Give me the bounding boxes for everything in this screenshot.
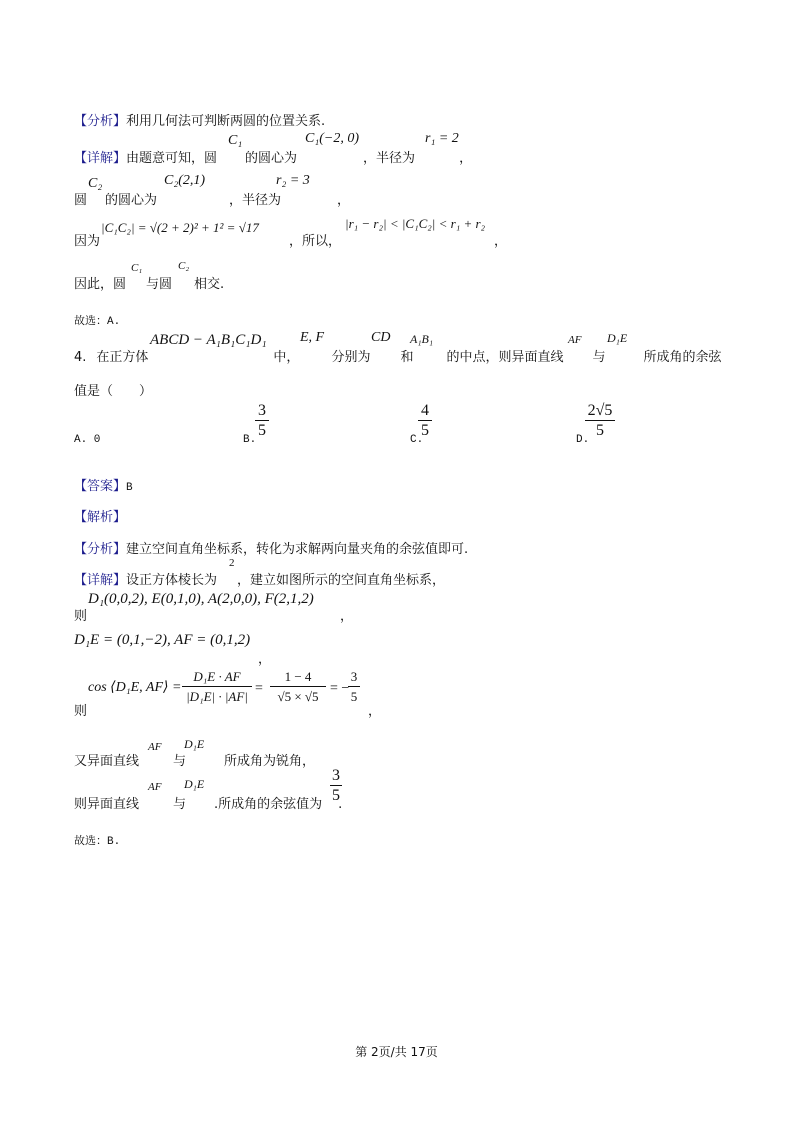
text: ， (459, 151, 473, 166)
math-distance: |C₁C₂| = √(2 + 2)² + 1² = √17 (101, 220, 259, 235)
question-4-line (74, 350, 722, 366)
text: 则异面直线 (74, 797, 140, 812)
math-r1: r₁ = 2 (425, 131, 459, 146)
text: 所成角为锐角， (224, 754, 316, 769)
text: ， (337, 193, 351, 208)
text: 圆 (74, 193, 88, 208)
text: ， (368, 704, 382, 719)
math-C2: C₂ (88, 176, 103, 191)
math-cube: ABCD − A₁B₁C₁D₁ (150, 332, 267, 348)
analysis-tag: 【分析】 (74, 114, 127, 129)
choice-line: 故选：B. (74, 836, 121, 848)
text: 因为 (74, 234, 101, 249)
denominator: 5 (596, 422, 604, 439)
text: 设正方体棱长为 (126, 573, 218, 588)
page-footer: 第 2页/共 17页 (355, 1045, 438, 1059)
text: 又异面直线 (74, 754, 140, 769)
detail-line-1 (74, 151, 472, 167)
text: 由题意可知，圆 (126, 151, 218, 166)
math-edge-length: 2 (229, 557, 235, 569)
numerator: 4 (421, 402, 429, 419)
detail-tag: 【详解】 (74, 151, 127, 166)
answer-tag: 【答案】 (74, 479, 127, 494)
math-CD: CD (371, 330, 391, 345)
text: .所成角的余弦值为 (214, 797, 323, 812)
math-D1E: D₁E (184, 737, 205, 751)
detail-line-5 (74, 573, 445, 589)
denominator: 5 (332, 787, 340, 804)
text: 则 (74, 704, 88, 719)
option-c-fraction (418, 402, 432, 439)
option-a[interactable]: A. 0 (74, 434, 101, 446)
equals-sign: = − (330, 681, 350, 696)
math-cos-lhs: cos ⟨D₁E, AF⟩ = (88, 680, 182, 695)
text: 与 (173, 797, 187, 812)
equals-sign: = (255, 681, 263, 696)
math-inequality: |r₁ − r₂| < |C₁C₂| < r₁ + r₂ (345, 216, 486, 231)
text: 所成角的余弦 (643, 350, 722, 365)
math-AF: AF (148, 741, 162, 753)
detail-tag: 【详解】 (74, 573, 127, 588)
math-points: D₁(0,0,2), E(0,1,0), A(2,0,0), F(2,1,2) (88, 591, 314, 607)
question-number: 4. (74, 350, 87, 365)
math-D1E: D₁E (607, 331, 628, 345)
text: 和 (400, 350, 414, 365)
denominator: √5 × √5 (277, 689, 319, 704)
text: 则 (74, 609, 88, 624)
analysis-text: 利用几何法可判断两圆的位置关系. (126, 114, 326, 129)
option-b-label[interactable]: B. (243, 434, 257, 446)
text: 因此，圆 (74, 277, 127, 292)
text: ， (340, 609, 354, 624)
numerator: 3 (332, 767, 340, 784)
math-C1-center: C₁(−2, 0) (305, 131, 359, 146)
denominator: 5 (350, 689, 358, 704)
text: 的圆心为 (105, 193, 158, 208)
math-cos-result (348, 668, 360, 705)
numerator: 3 (258, 402, 266, 419)
option-b-fraction (255, 402, 269, 439)
text: ，建立如图所示的空间直角坐标系， (237, 573, 446, 588)
explanation-tag: 【解析】 (74, 510, 127, 525)
text: 相交. (194, 277, 225, 292)
text: ，半径为 (229, 193, 282, 208)
numerator: D₁E · AF (193, 669, 241, 684)
text: ， (258, 652, 272, 667)
detail-line-2 (74, 193, 350, 209)
numerator: 1 − 4 (284, 669, 312, 684)
option-d-label[interactable]: D. (576, 434, 590, 446)
text: ，半径为 (363, 151, 416, 166)
text: 的圆心为 (245, 151, 298, 166)
math-AF: AF (568, 334, 582, 346)
math-r2: r₂ = 3 (276, 173, 310, 188)
math-D1E: D₁E (184, 777, 205, 791)
math-C1: C₁ (228, 133, 243, 148)
analysis-tag: 【分析】 (74, 542, 127, 557)
detail-line-4 (74, 277, 224, 293)
option-d-fraction (585, 402, 615, 439)
detail-line-3 (74, 234, 100, 250)
math-A1B1: A₁B₁ (410, 332, 434, 346)
text: 与圆 (146, 277, 173, 292)
result-line (74, 797, 342, 813)
text: 与 (173, 754, 187, 769)
text: 在正方体 (96, 350, 149, 365)
option-c-label[interactable]: C. (410, 434, 424, 446)
numerator: 2√5 (587, 402, 613, 419)
math-C2-center: C₂(2,1) (164, 173, 206, 188)
analysis-line-2 (74, 542, 468, 558)
answer-line (74, 479, 133, 496)
math-cos-fraction-2 (270, 668, 326, 705)
text: 的中点，则异面直线 (446, 350, 564, 365)
denominator: 5 (421, 422, 429, 439)
math-C2: C₂ (178, 260, 190, 272)
denominator: 5 (258, 422, 266, 439)
question-4-line-2: 值是（ ） (74, 384, 153, 399)
analysis-text: 建立空间直角坐标系，转化为求解两向量夹角的余弦值即可. (126, 542, 469, 557)
text: 中， (273, 350, 300, 365)
math-vectors: D₁E = (0,1,−2), AF = (0,1,2) (74, 632, 251, 648)
text: . (338, 797, 343, 812)
math-C1: C₁ (131, 262, 143, 274)
text: ， (494, 234, 508, 249)
numerator: 3 (350, 669, 358, 684)
choice-line: 故选：A. (74, 316, 121, 328)
math-AF: AF (148, 781, 162, 793)
answer-value: B (126, 482, 133, 494)
math-cos-fraction-1 (182, 668, 252, 705)
text: ，所以， (289, 234, 342, 249)
text: 与 (592, 350, 606, 365)
math-EF: E, F (300, 330, 325, 345)
math-result-fraction (330, 767, 342, 804)
acute-angle-line (74, 754, 315, 770)
text: 分别为 (331, 350, 371, 365)
denominator: |D₁E| · |AF| (186, 689, 248, 704)
analysis-line (74, 114, 325, 130)
